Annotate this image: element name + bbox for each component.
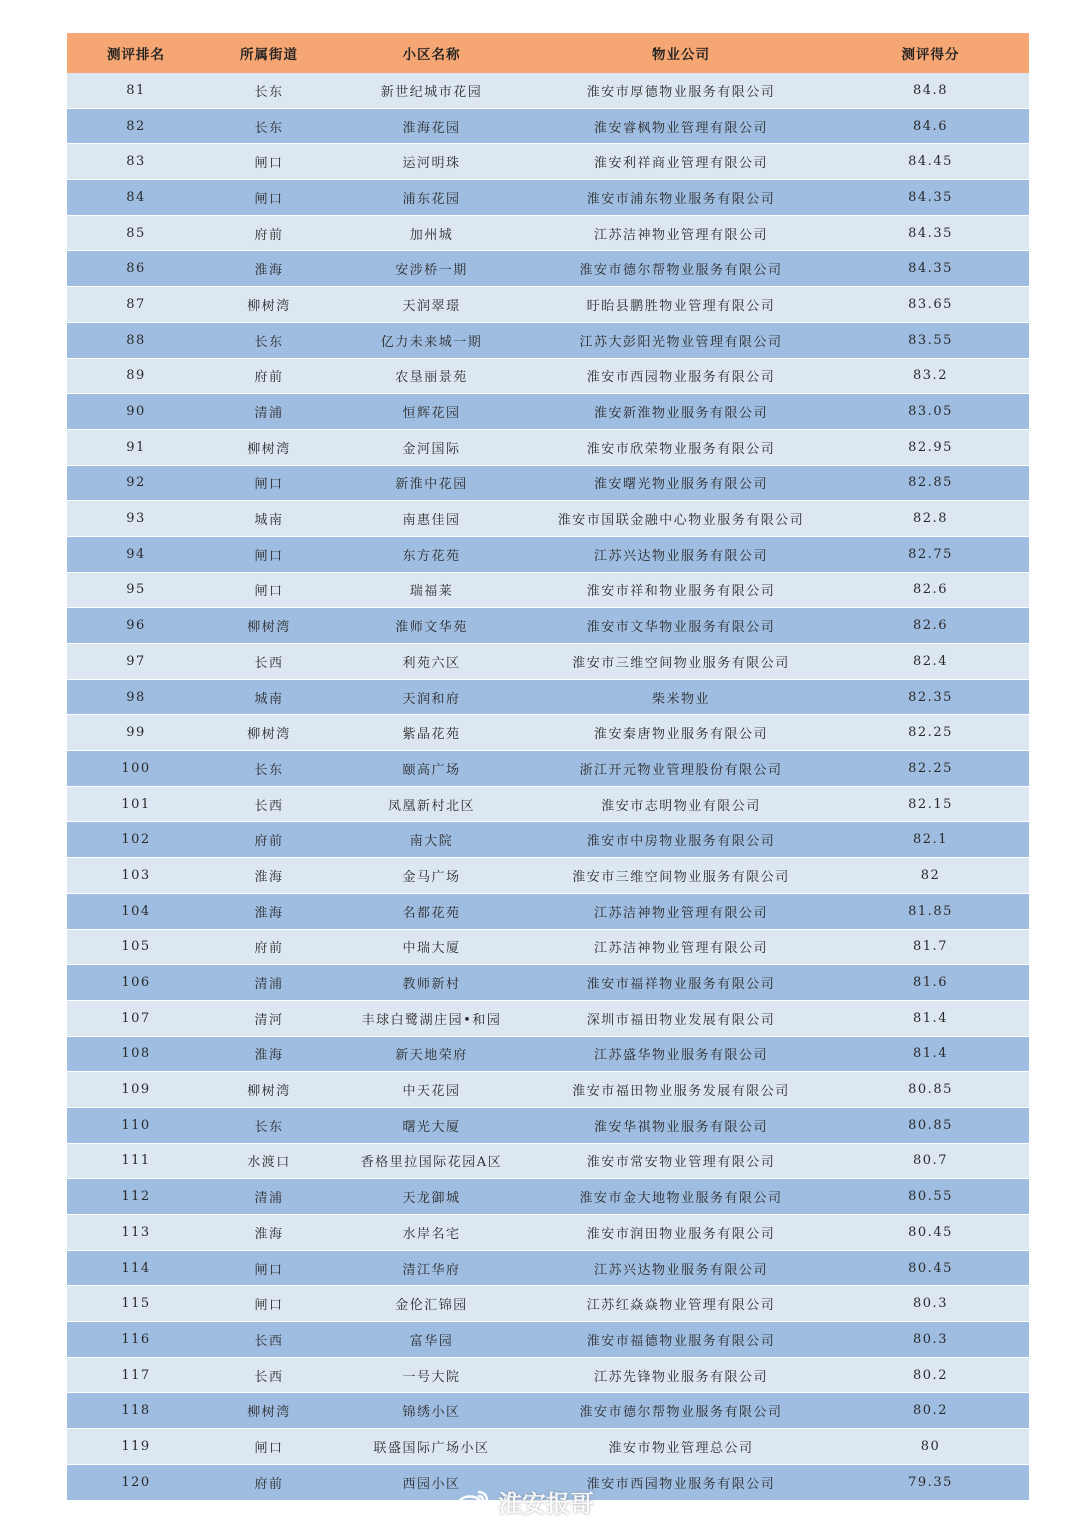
cell-street: 长东 <box>254 334 284 350</box>
cell-rank: 90 <box>126 404 146 420</box>
cell-company: 淮安市福祥物业服务有限公司 <box>586 977 776 993</box>
cell-street: 长西 <box>254 655 284 671</box>
weibo-icon <box>456 1488 490 1516</box>
cell-community: 颐高广场 <box>402 762 461 778</box>
cell-company: 淮安市三维空间物业服务有限公司 <box>572 655 790 671</box>
cell-community: 锦绣小区 <box>402 1405 461 1421</box>
table-row <box>67 180 1029 216</box>
table-row <box>67 1072 1029 1108</box>
cell-score: 82.6 <box>913 618 948 634</box>
cell-score: 82.95 <box>908 439 953 455</box>
cell-company: 浙江开元物业管理股份有限公司 <box>579 762 783 778</box>
cell-community: 富华园 <box>409 1333 454 1349</box>
cell-company: 江苏先锋物业服务有限公司 <box>593 1369 768 1385</box>
cell-street: 清浦 <box>254 406 284 422</box>
cell-street: 柳树湾 <box>247 298 291 314</box>
cell-rank: 82 <box>126 118 146 134</box>
cell-rank: 102 <box>121 832 151 848</box>
table-row <box>67 1144 1029 1180</box>
table-row <box>67 1251 1029 1287</box>
cell-company: 淮安市金大地物业服务有限公司 <box>579 1191 783 1207</box>
cell-company: 江苏盛华物业服务有限公司 <box>593 1048 768 1064</box>
cell-street: 府前 <box>254 1476 284 1492</box>
cell-company: 淮安市文华物业服务有限公司 <box>586 620 776 636</box>
cell-score: 84.6 <box>913 118 948 134</box>
cell-score: 81.4 <box>913 1046 948 1062</box>
cell-company: 淮安市中房物业服务有限公司 <box>586 834 776 850</box>
cell-community: 运河明珠 <box>402 156 461 172</box>
cell-rank: 88 <box>126 332 146 348</box>
cell-score: 80 <box>920 1438 941 1454</box>
header-street: 所属街道 <box>240 47 298 63</box>
table-row <box>67 216 1029 252</box>
cell-street: 长西 <box>254 1369 284 1385</box>
cell-rank: 110 <box>121 1117 151 1133</box>
watermark-text: 淮安报哥 <box>498 1490 594 1518</box>
cell-score: 80.3 <box>913 1331 948 1347</box>
cell-score: 82.25 <box>908 760 953 776</box>
cell-street: 府前 <box>254 834 284 850</box>
cell-score: 84.35 <box>908 225 953 241</box>
cell-company: 淮安市润田物业服务有限公司 <box>586 1226 776 1242</box>
table-row <box>67 751 1029 787</box>
cell-rank: 108 <box>121 1046 151 1062</box>
table-row <box>67 965 1029 1001</box>
cell-score: 83.65 <box>908 296 953 312</box>
cell-community: 淮海花园 <box>402 120 461 136</box>
cell-score: 82.85 <box>908 475 953 491</box>
cell-rank: 89 <box>126 368 146 384</box>
cell-rank: 97 <box>126 653 146 669</box>
cell-company: 柴米物业 <box>651 691 710 707</box>
cell-company: 淮安华祺物业服务有限公司 <box>593 1119 768 1135</box>
cell-community: 安涉桥一期 <box>395 263 468 279</box>
table-row <box>67 715 1029 751</box>
cell-score: 80.3 <box>913 1296 948 1312</box>
cell-company: 江苏洁神物业管理有限公司 <box>593 227 768 243</box>
cell-score: 82.75 <box>908 546 953 562</box>
cell-rank: 86 <box>126 261 146 277</box>
cell-street: 城南 <box>254 513 284 529</box>
cell-street: 闸口 <box>254 477 284 493</box>
cell-score: 82.15 <box>908 796 953 812</box>
cell-company: 江苏洁神物业管理有限公司 <box>593 905 768 921</box>
cell-community: 名都花苑 <box>402 905 461 921</box>
cell-street: 柳树湾 <box>247 1084 291 1100</box>
cell-rank: 92 <box>126 475 146 491</box>
table-row <box>67 858 1029 894</box>
cell-community: 紫晶花苑 <box>402 727 461 743</box>
cell-community: 新世纪城市花园 <box>380 84 483 100</box>
table-row <box>67 644 1029 680</box>
cell-community: 新淮中花园 <box>395 477 468 493</box>
cell-street: 清河 <box>254 1012 284 1028</box>
cell-score: 82.8 <box>913 511 948 527</box>
cell-score: 84.35 <box>908 261 953 277</box>
table-row <box>67 501 1029 537</box>
table-row <box>67 359 1029 395</box>
cell-street: 水渡口 <box>247 1155 291 1171</box>
cell-rank: 81 <box>126 82 146 98</box>
cell-street: 柳树湾 <box>247 1405 291 1421</box>
cell-community: 浦东花园 <box>402 191 461 207</box>
cell-score: 80.45 <box>908 1260 953 1276</box>
cell-community: 中天花园 <box>402 1084 461 1100</box>
cell-street: 长东 <box>254 84 284 100</box>
cell-community: 一号大院 <box>402 1369 461 1385</box>
table-row <box>67 822 1029 858</box>
watermark <box>456 1484 594 1519</box>
cell-street: 长东 <box>254 120 284 136</box>
table-row <box>67 1215 1029 1251</box>
cell-rank: 112 <box>121 1189 151 1205</box>
table-row <box>67 894 1029 930</box>
cell-company: 江苏大彭阳光物业管理有限公司 <box>579 334 783 350</box>
cell-rank: 120 <box>121 1474 151 1490</box>
cell-community: 清江华府 <box>402 1262 461 1278</box>
cell-score: 84.45 <box>908 154 953 170</box>
cell-street: 淮海 <box>254 905 284 921</box>
cell-street: 闸口 <box>254 584 284 600</box>
table-row <box>67 1358 1029 1394</box>
cell-rank: 116 <box>121 1331 151 1347</box>
table-row <box>67 466 1029 502</box>
cell-score: 81.6 <box>913 975 948 991</box>
table-row <box>67 1322 1029 1358</box>
cell-rank: 113 <box>121 1224 151 1240</box>
cell-score: 79.35 <box>908 1474 953 1490</box>
cell-rank: 96 <box>126 618 146 634</box>
cell-street: 闸口 <box>254 1298 284 1314</box>
cell-company: 淮安市西园物业服务有限公司 <box>586 370 776 386</box>
table-row <box>67 1001 1029 1037</box>
table-row <box>67 73 1029 109</box>
table-header <box>67 33 1029 73</box>
cell-community: 亿力未来城一期 <box>380 334 483 350</box>
cell-rank: 98 <box>126 689 146 705</box>
cell-street: 长东 <box>254 1119 284 1135</box>
cell-score: 80.7 <box>913 1153 948 1169</box>
cell-company: 淮安市物业管理总公司 <box>608 1440 754 1456</box>
cell-score: 80.55 <box>908 1189 953 1205</box>
cell-score: 82.25 <box>908 725 953 741</box>
table-row <box>67 1429 1029 1465</box>
cell-score: 82.4 <box>913 653 948 669</box>
table-row <box>67 394 1029 430</box>
cell-community: 金伦汇锦园 <box>395 1298 468 1314</box>
cell-community: 恒辉花园 <box>402 406 461 422</box>
cell-rank: 111 <box>121 1153 151 1169</box>
cell-score: 84.35 <box>908 189 953 205</box>
cell-rank: 91 <box>126 439 146 455</box>
cell-rank: 109 <box>121 1082 151 1098</box>
table-row <box>67 537 1029 573</box>
table-row <box>67 323 1029 359</box>
cell-community: 天龙御城 <box>402 1191 461 1207</box>
header-score: 测评得分 <box>901 47 960 63</box>
table-row <box>67 1108 1029 1144</box>
cell-community: 水岸名宅 <box>402 1226 461 1242</box>
cell-company: 淮安市常安物业管理有限公司 <box>586 1155 776 1171</box>
cell-street: 城南 <box>254 691 284 707</box>
cell-rank: 85 <box>126 225 146 241</box>
cell-rank: 114 <box>121 1260 151 1276</box>
cell-company: 淮安市祥和物业服务有限公司 <box>586 584 776 600</box>
cell-company: 淮安市福田物业服务发展有限公司 <box>572 1084 790 1100</box>
cell-rank: 103 <box>121 867 151 883</box>
cell-community: 金河国际 <box>402 441 461 457</box>
header-company: 物业公司 <box>652 47 710 63</box>
cell-score: 81.85 <box>908 903 953 919</box>
cell-street: 柳树湾 <box>247 727 291 743</box>
cell-score: 80.2 <box>913 1367 948 1383</box>
cell-street: 闸口 <box>254 191 284 207</box>
cell-community: 中瑞大厦 <box>402 941 461 957</box>
cell-street: 清浦 <box>254 1191 284 1207</box>
cell-community: 金马广场 <box>402 869 461 885</box>
cell-rank: 117 <box>121 1367 151 1383</box>
cell-community: 南大院 <box>409 834 454 850</box>
cell-street: 府前 <box>254 941 284 957</box>
cell-company: 淮安市德尔帮物业服务有限公司 <box>579 1405 783 1421</box>
cell-community: 天润翠璟 <box>402 298 461 314</box>
cell-street: 淮海 <box>254 869 284 885</box>
cell-score: 83.05 <box>908 404 953 420</box>
cell-company: 江苏红焱焱物业管理有限公司 <box>586 1298 776 1314</box>
cell-score: 84.8 <box>913 82 948 98</box>
cell-company: 江苏兴达物业服务有限公司 <box>593 548 768 564</box>
table-row <box>67 251 1029 287</box>
cell-company: 淮安市福德物业服务有限公司 <box>586 1333 776 1349</box>
cell-street: 闸口 <box>254 548 284 564</box>
cell-rank: 106 <box>121 975 151 991</box>
cell-score: 82.6 <box>913 582 948 598</box>
cell-community: 凤凰新村北区 <box>387 798 475 814</box>
cell-rank: 118 <box>121 1403 151 1419</box>
cell-rank: 84 <box>126 189 146 205</box>
cell-street: 府前 <box>254 227 284 243</box>
table-row <box>67 787 1029 823</box>
cell-street: 淮海 <box>254 1048 284 1064</box>
cell-company: 淮安曙光物业服务有限公司 <box>593 477 768 493</box>
cell-company: 盱眙县鹏胜物业管理有限公司 <box>586 298 776 314</box>
cell-rank: 105 <box>121 939 151 955</box>
cell-rank: 100 <box>121 760 151 776</box>
cell-company: 淮安市德尔帮物业服务有限公司 <box>579 263 783 279</box>
cell-rank: 115 <box>121 1296 151 1312</box>
table-row <box>67 1393 1029 1429</box>
cell-street: 长西 <box>254 798 284 814</box>
cell-community: 东方花苑 <box>402 548 461 564</box>
table-row <box>67 573 1029 609</box>
cell-community: 西园小区 <box>402 1476 461 1492</box>
cell-rank: 119 <box>121 1438 151 1454</box>
table-row <box>67 680 1029 716</box>
cell-community: 淮师文华苑 <box>395 620 468 636</box>
cell-rank: 94 <box>126 546 146 562</box>
cell-street: 长东 <box>254 762 284 778</box>
cell-score: 80.85 <box>908 1117 953 1133</box>
cell-community: 香格里拉国际花园A区 <box>360 1155 503 1171</box>
cell-rank: 83 <box>126 154 146 170</box>
cell-score: 82.1 <box>913 832 948 848</box>
cell-rank: 87 <box>126 296 146 312</box>
cell-company: 江苏洁神物业管理有限公司 <box>593 941 768 957</box>
cell-street: 闸口 <box>254 1440 284 1456</box>
cell-community: 丰球白鹭湖庄园•和园 <box>361 1012 502 1028</box>
cell-company: 淮安利祥商业管理有限公司 <box>593 156 768 172</box>
table-row <box>67 144 1029 180</box>
cell-street: 柳树湾 <box>247 620 291 636</box>
cell-score: 81.7 <box>913 939 948 955</box>
cell-company: 淮安市厚德物业服务有限公司 <box>586 84 776 100</box>
table-row <box>67 608 1029 644</box>
cell-rank: 99 <box>126 725 146 741</box>
cell-company: 淮安新淮物业服务有限公司 <box>593 406 768 422</box>
cell-community: 加州城 <box>409 227 454 243</box>
table-row <box>67 1037 1029 1073</box>
cell-community: 农垦丽景苑 <box>395 370 468 386</box>
cell-company: 淮安市欣荣物业服务有限公司 <box>586 441 776 457</box>
cell-street: 长西 <box>254 1333 284 1349</box>
cell-company: 淮安市三维空间物业服务有限公司 <box>572 869 790 885</box>
cell-street: 淮海 <box>254 263 284 279</box>
cell-community: 利苑六区 <box>402 655 461 671</box>
cell-company: 淮安市志明物业有限公司 <box>601 798 761 814</box>
cell-rank: 95 <box>126 582 146 598</box>
ranking-table <box>67 33 1029 1501</box>
cell-street: 淮海 <box>254 1226 284 1242</box>
cell-score: 80.85 <box>908 1082 953 1098</box>
cell-community: 天润和府 <box>402 691 461 707</box>
table-row <box>67 1179 1029 1215</box>
cell-community: 瑞福莱 <box>409 584 454 600</box>
cell-score: 82 <box>920 867 941 883</box>
table-row <box>67 430 1029 466</box>
cell-company: 淮安市国联金融中心物业服务有限公司 <box>557 513 805 529</box>
cell-street: 闸口 <box>254 1262 284 1278</box>
cell-score: 82.35 <box>908 689 953 705</box>
cell-street: 清浦 <box>254 977 284 993</box>
header-rank: 测评排名 <box>107 47 165 63</box>
cell-street: 府前 <box>254 370 284 386</box>
table-row <box>67 109 1029 145</box>
cell-company: 淮安市浦东物业服务有限公司 <box>586 191 776 207</box>
cell-street: 柳树湾 <box>247 441 291 457</box>
cell-community: 曙光大厦 <box>402 1119 461 1135</box>
table-row <box>67 930 1029 966</box>
cell-community: 新天地荣府 <box>395 1048 468 1064</box>
cell-score: 83.2 <box>913 368 948 384</box>
cell-rank: 93 <box>126 511 146 527</box>
cell-rank: 104 <box>121 903 151 919</box>
cell-community: 教师新村 <box>402 977 461 993</box>
table-row <box>67 287 1029 323</box>
cell-rank: 101 <box>121 796 151 812</box>
cell-score: 80.2 <box>913 1403 948 1419</box>
header-community: 小区名称 <box>402 47 461 63</box>
cell-company: 淮安睿枫物业管理有限公司 <box>593 120 768 136</box>
cell-score: 81.4 <box>913 1010 948 1026</box>
cell-score: 83.55 <box>908 332 953 348</box>
cell-rank: 107 <box>121 1010 151 1026</box>
cell-community: 南惠佳园 <box>402 513 461 529</box>
cell-street: 闸口 <box>254 156 284 172</box>
table-row <box>67 1286 1029 1322</box>
cell-company: 江苏兴达物业服务有限公司 <box>593 1262 768 1278</box>
cell-community: 联盛国际广场小区 <box>373 1440 490 1456</box>
cell-company: 深圳市福田物业发展有限公司 <box>586 1012 776 1028</box>
cell-company: 淮安市西园物业服务有限公司 <box>586 1476 776 1492</box>
cell-company: 淮安秦唐物业服务有限公司 <box>593 727 768 743</box>
cell-score: 80.45 <box>908 1224 953 1240</box>
table-body <box>67 73 1029 1501</box>
